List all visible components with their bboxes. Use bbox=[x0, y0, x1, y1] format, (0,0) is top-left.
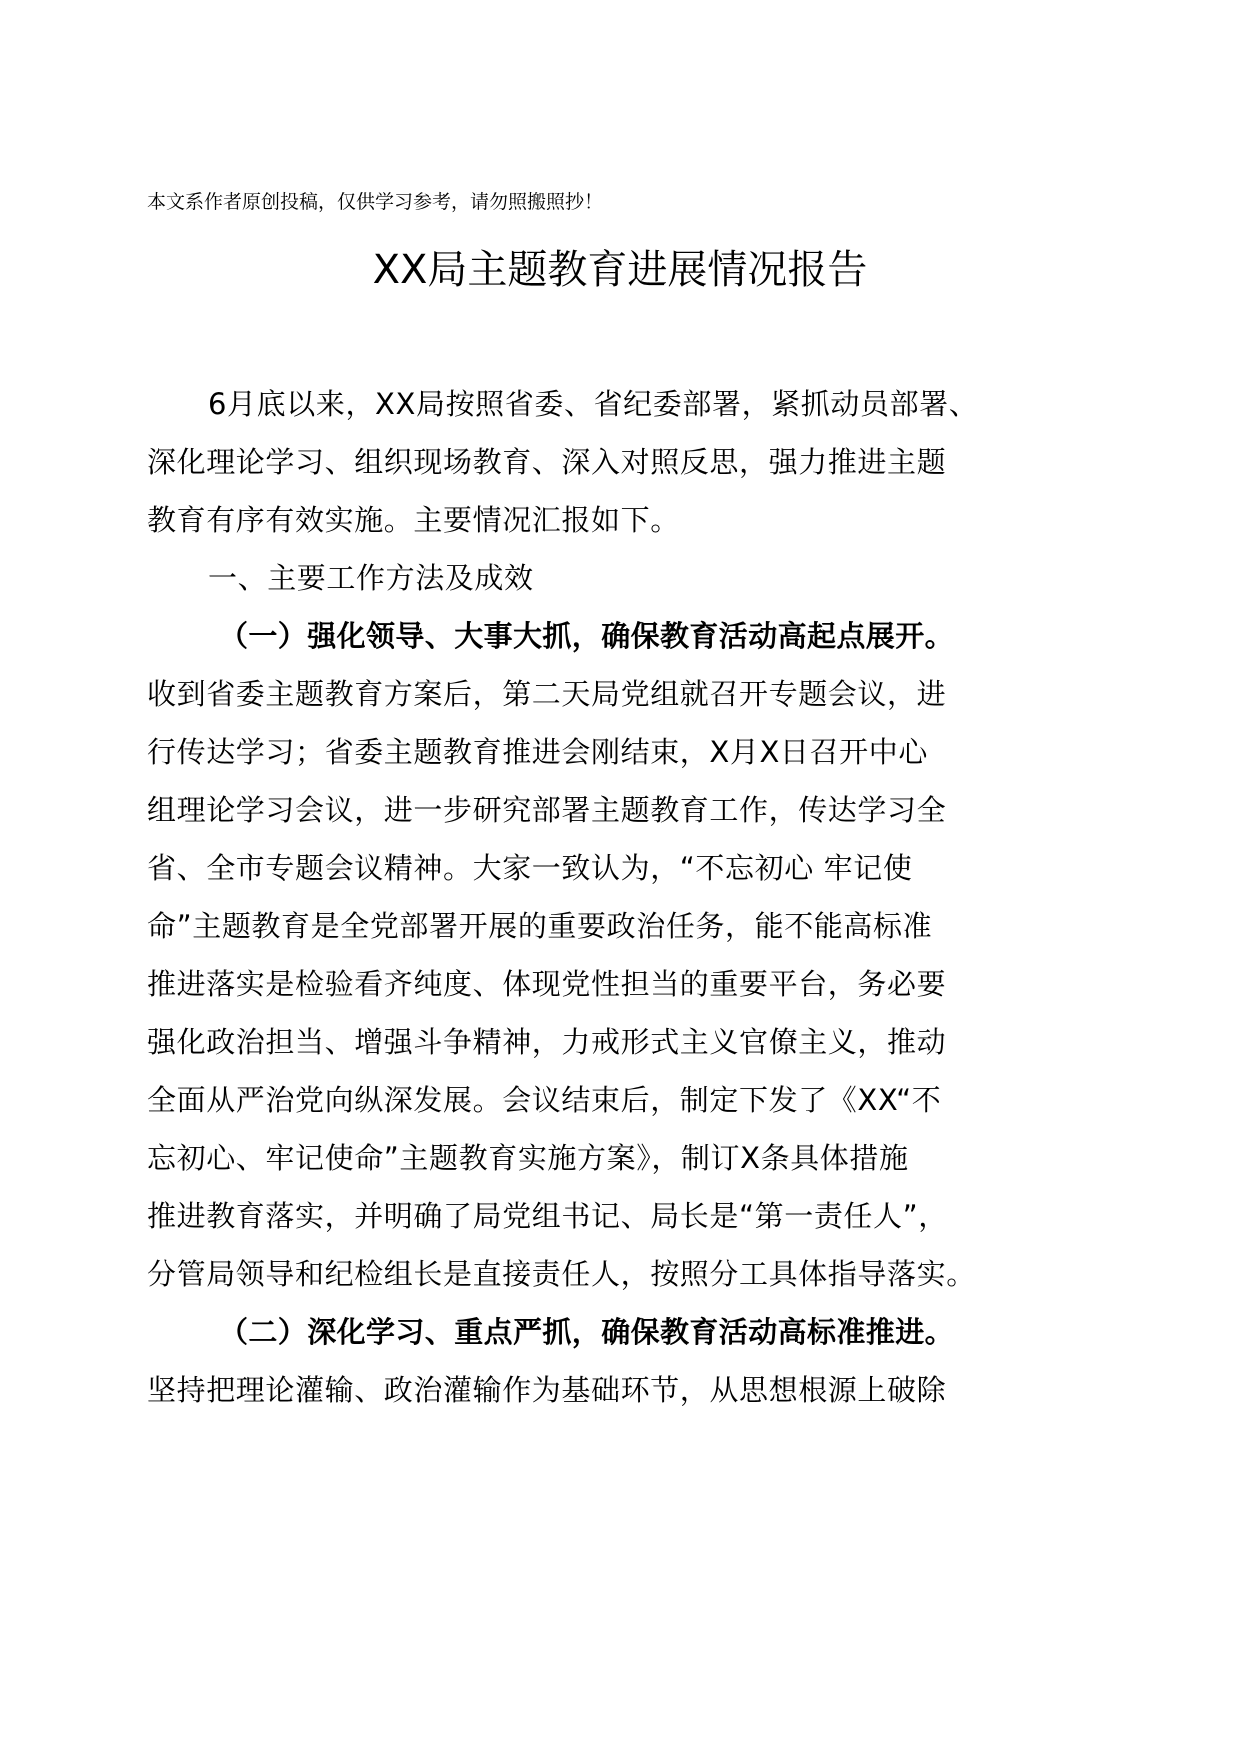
intro-line: 教育有序有效实施。主要情况汇报如下。 bbox=[147, 503, 680, 537]
paragraph-line: 收到省委主题教育方案后，第二天局党组就召开专题会议，进 bbox=[147, 677, 947, 711]
paragraph-line: 省、全市专题会议精神。大家一致认为，“不忘初心 牢记使 bbox=[147, 851, 913, 885]
section-heading: 一、主要工作方法及成效 bbox=[208, 561, 534, 595]
document-title: XX局主题教育进展情况报告 bbox=[372, 247, 868, 293]
paragraph-line: 坚持把理论灌输、政治灌输作为基础环节，从思想根源上破除 bbox=[147, 1373, 947, 1407]
paragraph-line: 全面从严治党向纵深发展。会议结束后，制定下发了《XX“不 bbox=[147, 1083, 942, 1117]
paragraph-line: 强化政治担当、增强斗争精神，力戒形式主义官僚主义，推动 bbox=[147, 1025, 947, 1059]
paragraph-line: 推进落实是检验看齐纯度、体现党性担当的重要平台，务必要 bbox=[147, 967, 947, 1001]
document-body bbox=[147, 375, 1017, 1419]
paragraph-line: 行传达学习；省委主题教育推进会刚结束，X月X日召开中心 bbox=[147, 735, 928, 769]
paragraph-line: 忘初心、牢记使命”主题教育实施方案》，制订X条具体措施 bbox=[147, 1141, 909, 1175]
paragraph-line: 推进教育落实，并明确了局党组书记、局长是“第一责任人”， bbox=[147, 1199, 948, 1233]
intro-line: 6月底以来，XX局按照省委、省纪委部署，紧抓动员部署、 bbox=[208, 387, 979, 421]
subsection-heading: （二）深化学习、重点严抓，确保教育活动高标准推进。 bbox=[219, 1315, 955, 1349]
intro-line: 深化理论学习、组织现场教育、深入对照反思，强力推进主题 bbox=[147, 445, 947, 479]
paragraph-line: 分管局领导和纪检组长是直接责任人，按照分工具体指导落实。 bbox=[147, 1257, 976, 1291]
subsection-heading: （一）强化领导、大事大抓，确保教育活动高起点展开。 bbox=[219, 619, 955, 653]
paragraph-line: 组理论学习会议，进一步研究部署主题教育工作，传达学习全 bbox=[147, 793, 947, 827]
paragraph-line: 命”主题教育是全党部署开展的重要政治任务，能不能高标准 bbox=[147, 909, 933, 943]
copyright-notice: 本文系作者原创投稿，仅供学习参考，请勿照搬照抄！ bbox=[147, 191, 604, 213]
